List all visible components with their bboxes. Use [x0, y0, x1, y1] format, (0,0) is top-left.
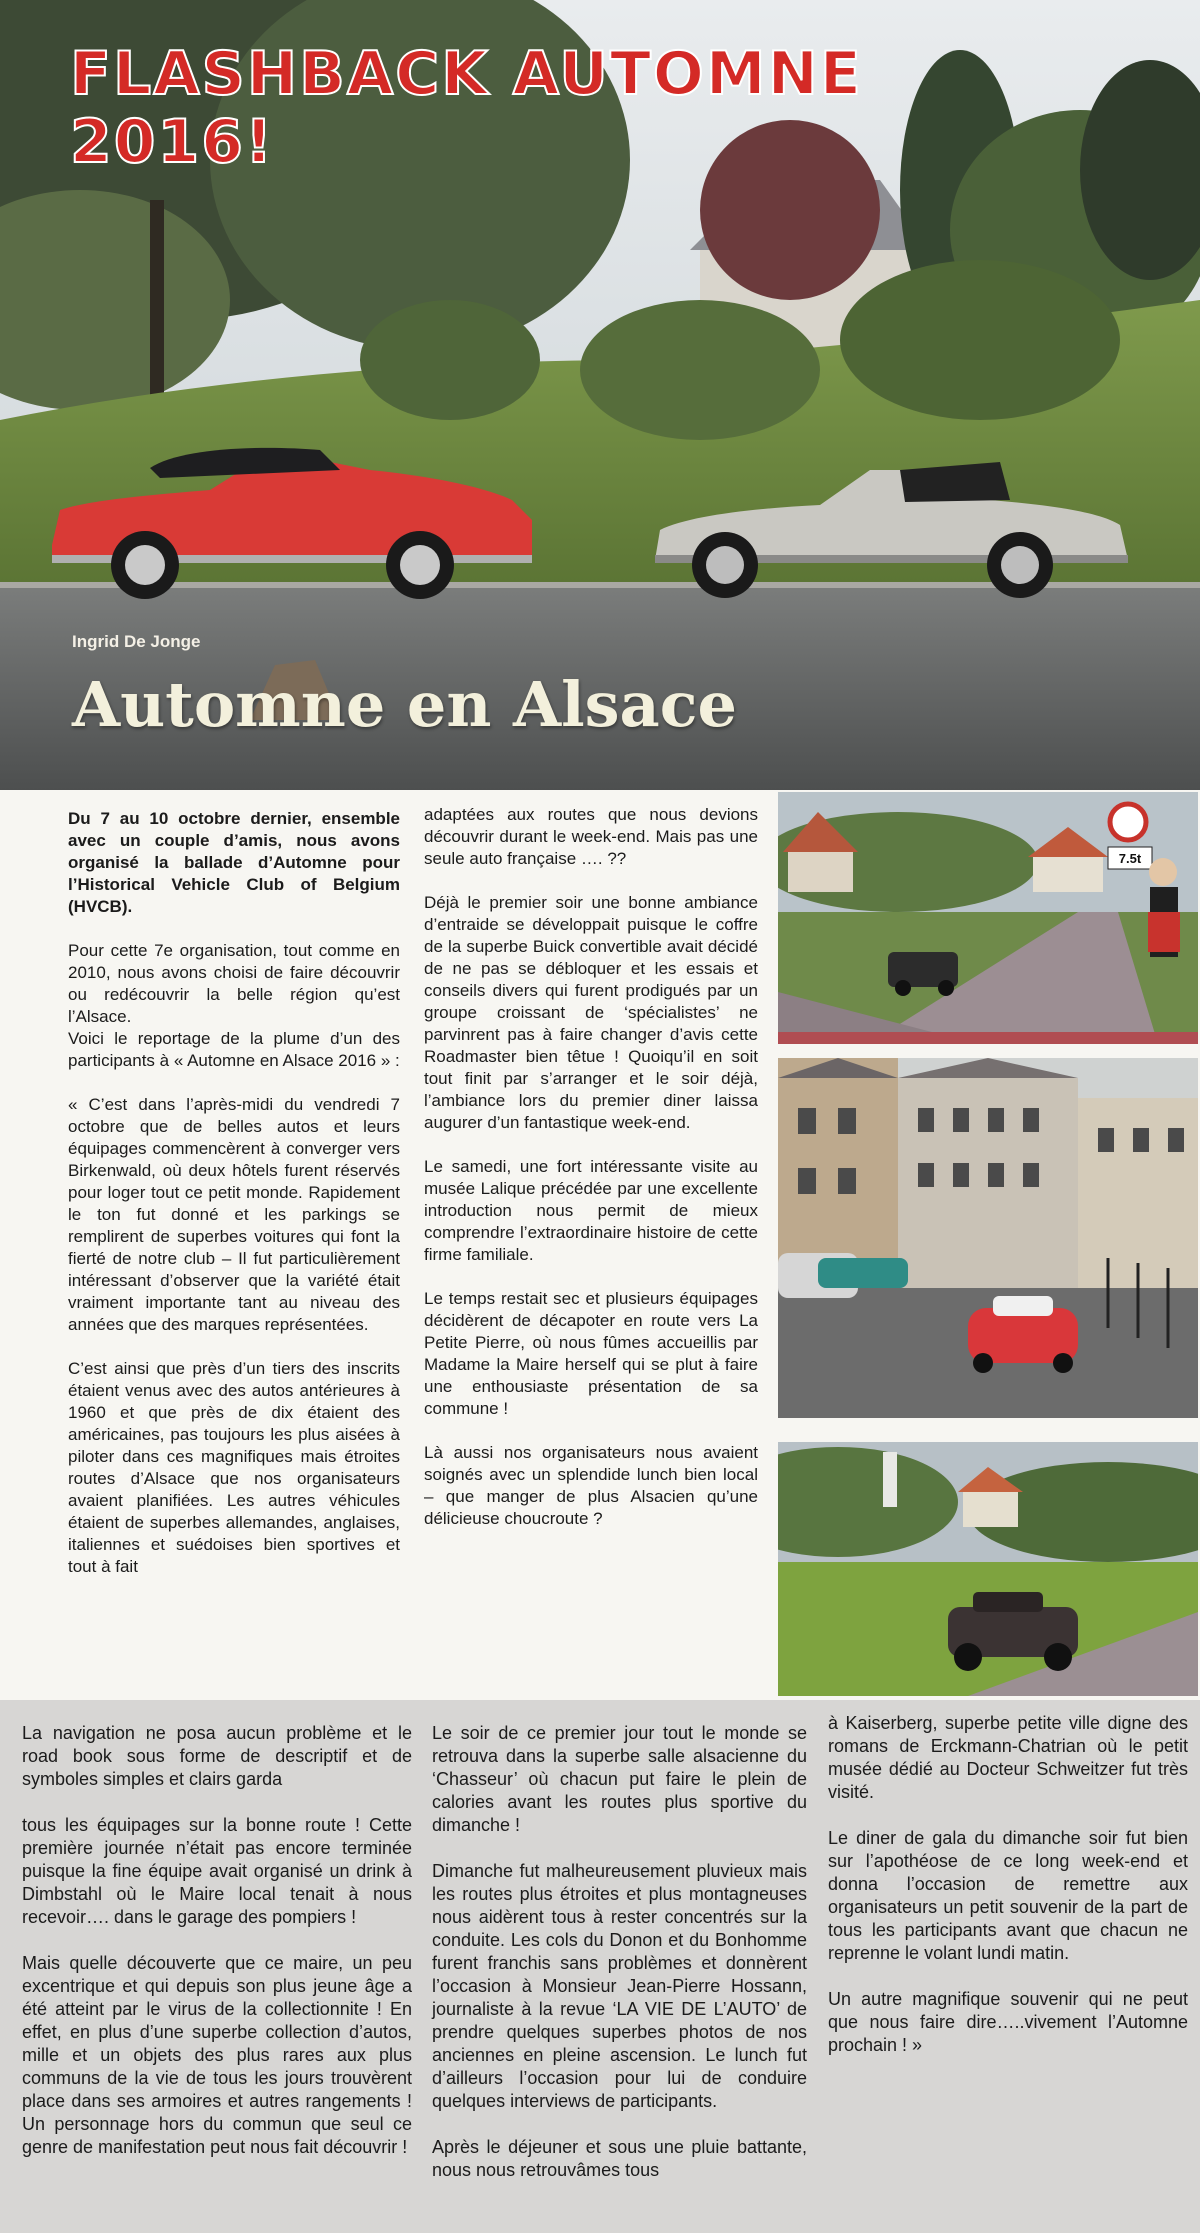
paragraph: Déjà le premier soir une bonne ambiance d’entraide se développait puisque le coffre de la superbe Buick convertible avait décidé de ne pas se débloquer et les essais et conseils divers qui furent prodigués par un groupe croissant de ‘spécialistes’ ne parvinrent pas à faire changer d’avis cette Roadmaster bien têtue ! Quoiqu’il en soit tout finit par s’arranger et le soir déjà, l’ambiance lors du premier diner laissa augurer d’un fantastique week-end.	[424, 893, 758, 1132]
paragraph: Le diner de gala du dimanche soir fut bien sur l’apothéose de ce long week-end et donna l’occasion de remettre aux organisateurs un petit souvenir de la part de tous les participants avant que chacun ne reprenne le volant lundi matin.	[828, 1828, 1188, 1963]
paragraph: à Kaiserberg, superbe petite ville digne des romans de Erckmann-Chatrian où le petit musée dédié au Docteur Schweitzer fut très visité.	[828, 1713, 1188, 1802]
article-subtitle: Automne en Alsace	[72, 668, 737, 741]
photo-meadow-car	[778, 1442, 1198, 1696]
paragraph: Mais quelle découverte que ce maire, un peu excentrique et qui depuis son plus jeune âge a été atteint par le virus de la collectionnite ! En effet, en plus d’une superbe collection d’autos, mille et un objets des plus rares aux plus communs de la vie de tous les jours trouvèrent place dans ses armoires et autres rangements ! Un personnage hors du commun que seul ce genre de manifestation peut nous fait découvrir !	[22, 1953, 412, 2157]
paragraph: C’est ainsi que près d’un tiers des inscrits étaient venus avec des autos antérieures à 1960 et que près de dix étaient des américaines, pas toujours les plus aisées à piloter dans ces magnifiques mais étroites routes d’Alsace que nos organisateurs avaient planifiées. Les autres véhicules étaient de superbes allemandes, anglaises, italiennes et suédoises bien sportives et tout à fait	[68, 1359, 400, 1576]
paragraph	[68, 940, 400, 1072]
photo-village-road	[778, 792, 1198, 1044]
paragraph: adaptées aux routes que nous devions découvrir durant le week-end. Mais pas une seule auto française …. ??	[424, 805, 758, 868]
paragraph: Dimanche fut malheureusement pluvieux mais les routes plus étroites et plus montagneuses nous aidèrent tous à rester concentrés sur la conduite. Les cols du Donon et du Bonhomme furent franchis sans problèmes et donnèrent l’occasion à Monsieur Jean-Pierre Hossann, journaliste à la revue ‘LA VIE DE L’AUTO’ de prendre quelques superbes photos de nos anciennes en pleine ascension. Le lunch fut d’ailleurs l’occasion pour lui de conduire quelques interviews de participants.	[432, 1861, 807, 2111]
paragraph: Un autre magnifique souvenir qui ne peut que nous faire dire…..vivement l’Automne prochain ! »	[828, 1989, 1188, 2055]
hero-section	[0, 0, 1200, 790]
text-column-3-lower	[828, 1712, 1188, 2080]
paragraph: Le samedi, une fort intéressante visite au musée Lalique précédée par une excellente introduction nous permit de mieux comprendre l’extraordinaire histoire de cette firme familiale.	[424, 1157, 758, 1264]
paragraph: Le soir de ce premier jour tout le monde se retrouva dans la superbe salle alsacienne du ‘Chasseur’ où chacun put faire le plein de calories avant les routes plus sportive du dimanche !	[432, 1723, 807, 1835]
photo-town-street	[778, 1058, 1198, 1418]
paragraph: Après le déjeuner et sous une pluie battante, nous nous retrouvâmes tous	[432, 2137, 807, 2180]
paragraph-text: Voici le reportage de la plume d’un des participants à « Automne en Alsace 2016 » :	[68, 1029, 400, 1070]
text-column-2-lower	[432, 1722, 807, 2205]
upper-article-section	[0, 790, 1200, 1700]
meadow-car-illustration	[778, 1442, 1198, 1696]
paragraph: Là aussi nos organisateurs nous avaient soignés avec un splendide lunch bien local – que manger de plus Alsacien qu’une délicieuse choucroute ?	[424, 1443, 758, 1528]
paragraph: Le temps restait sec et plusieurs équipages décidèrent de décapoter en route vers La Petite Pierre, où nous fûmes accueillis par Madame la Maire herself qui se plut à faire une enthousiaste présentation de sa commune !	[424, 1289, 758, 1418]
paragraph: La navigation ne posa aucun problème et le road book sous forme de descriptif et de symboles simples et clairs garda	[22, 1723, 412, 1789]
hero-title-line-2: 2016!	[70, 107, 275, 177]
lead-paragraph: Du 7 au 10 octobre dernier, ensemble avec un couple d’amis, nous avons organisé la ballade d’Automne pour l’Historical Vehicle Club of Belgium (HVCB).	[68, 809, 400, 916]
text-column-1-lower	[22, 1722, 412, 2182]
hero-title-line-1: FLASHBACK AUTOMNE	[70, 39, 863, 109]
author-byline: Ingrid De Jonge	[72, 632, 201, 651]
paragraph: tous les équipages sur la bonne route ! Cette première journée n’était pas encore terminée puisque la fine équipe avait organisé un drink à Dimbstahl où le Maire local tenait à nous recevoir…. dans le garage des pompiers !	[22, 1815, 412, 1927]
text-column-2	[424, 804, 758, 1552]
hero-title	[70, 40, 863, 176]
road-sign-text: 7.5t	[1118, 851, 1142, 866]
text-column-1	[68, 808, 400, 1600]
lower-article-section	[0, 1700, 1200, 2233]
village-road-illustration	[778, 792, 1198, 1044]
paragraph: « C’est dans l’après-midi du vendredi 7 octobre que de belles autos et leurs équipages commencèrent à converger vers Birkenwald, où deux hôtels furent réservés pour loger tout ce petit monde. Rapidement le ton fut donné et les parkings se remplirent de superbes voitures qui font la fierté de notre club – Il fut particulièrement intéressant d’observer que la variété était vraiment importante tant au niveau des années que des marques représentées.	[68, 1095, 400, 1334]
paragraph-text: Pour cette 7e organisation, tout comme en 2010, nous avons choisi de faire découvrir ou redécouvrir la belle région qu’est l’Alsace.	[68, 941, 400, 1026]
town-street-illustration	[778, 1058, 1198, 1418]
